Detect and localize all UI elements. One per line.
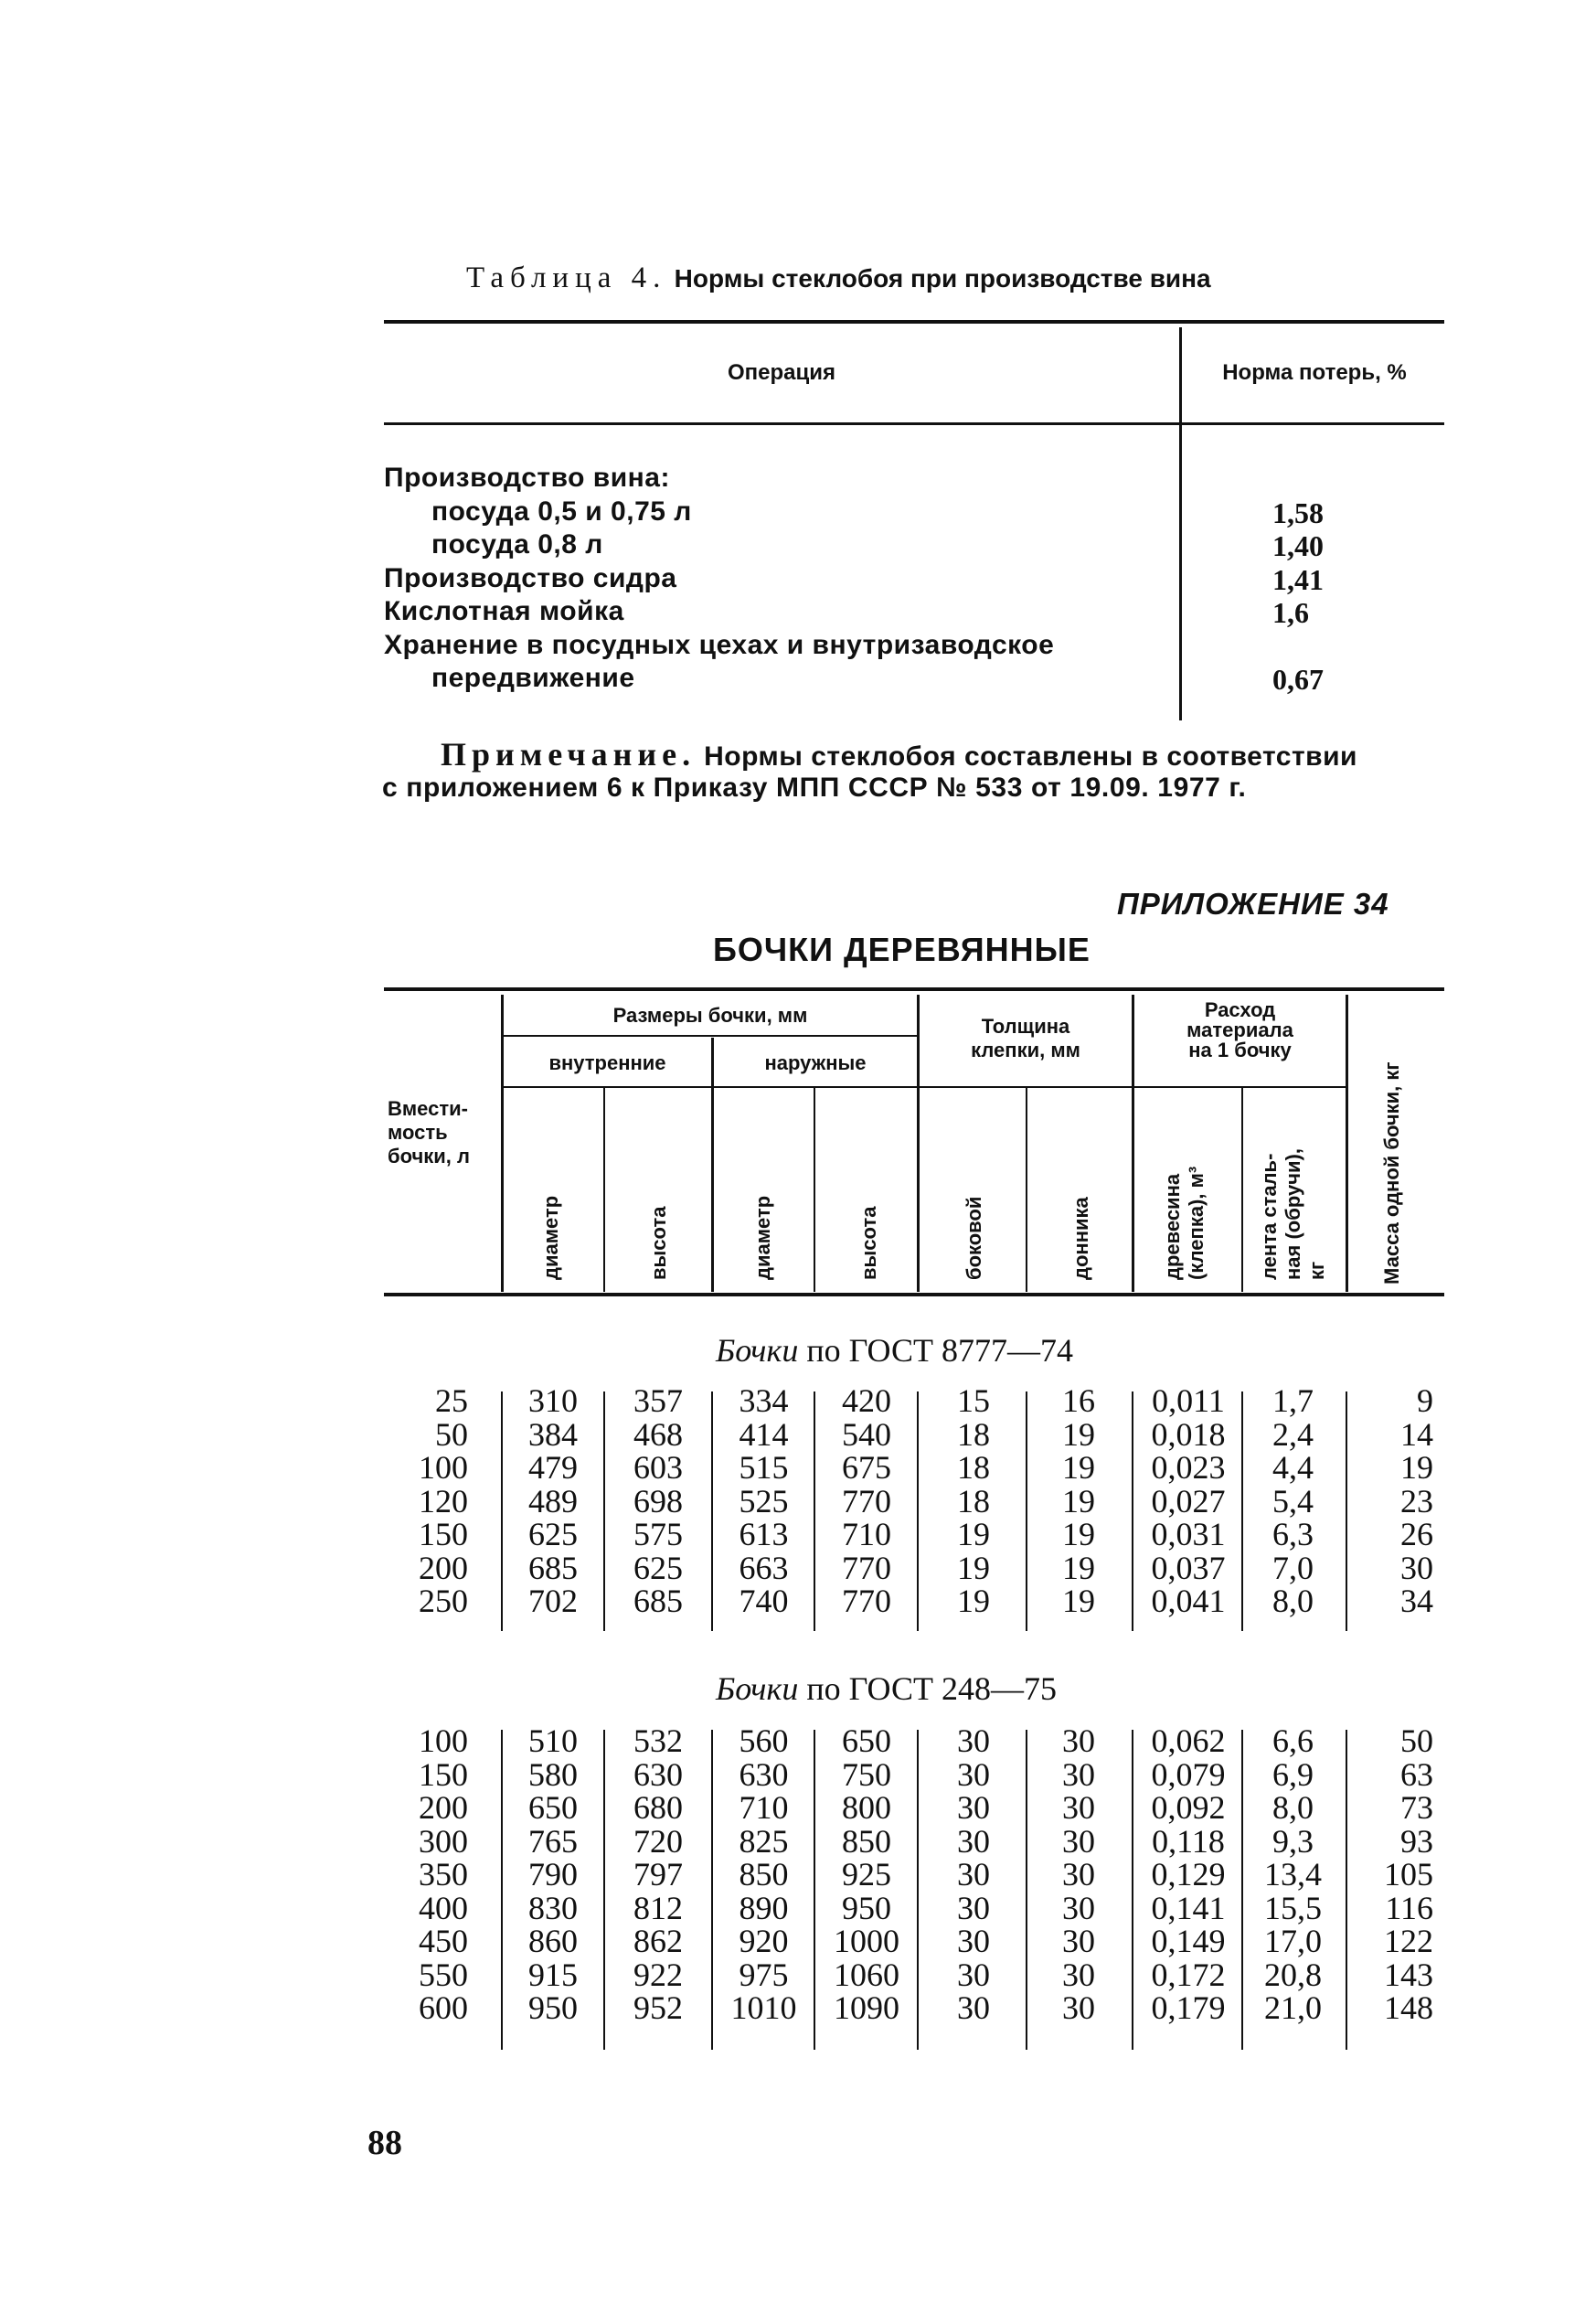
table-cell: 720 <box>633 1822 683 1860</box>
table-cell: 116 <box>1385 1889 1433 1926</box>
table-cell: 468 <box>633 1415 683 1453</box>
group2-column-steel-band <box>1245 1724 1341 2025</box>
table-cell: 862 <box>633 1923 683 1959</box>
table-cell: 0,172 <box>1151 1956 1226 1993</box>
table-cell: 400 <box>419 1889 468 1926</box>
table-cell: 143 <box>1384 1956 1433 1993</box>
table-cell: 0,141 <box>1151 1889 1226 1926</box>
table-cell: 1010 <box>730 1989 797 2026</box>
table-cell: 710 <box>739 1789 789 1826</box>
group1-column-end-stave <box>1033 1384 1124 1618</box>
table-cell: 650 <box>842 1722 891 1759</box>
table-cell: 0,027 <box>1151 1482 1226 1519</box>
table-cell: 0,118 <box>1152 1822 1225 1860</box>
table-cell: 6,3 <box>1272 1516 1314 1552</box>
table-cell: 0,079 <box>1151 1755 1226 1793</box>
table-cell: 18 <box>957 1449 990 1486</box>
table-cell: 19 <box>1062 1549 1095 1586</box>
table-cell: 922 <box>633 1956 683 1993</box>
table-cell: 0,023 <box>1151 1449 1226 1486</box>
hdr-capacity-line-3: бочки, л <box>388 1145 470 1167</box>
table-cell: 148 <box>1384 1989 1433 2026</box>
group1-column-barrel-mass <box>1353 1384 1433 1618</box>
table-cell: 685 <box>528 1549 578 1586</box>
table-cell: 698 <box>633 1482 683 1519</box>
table-cell: 603 <box>633 1449 683 1486</box>
table-cell: 525 <box>739 1482 789 1519</box>
table-cell: 30 <box>957 1889 990 1926</box>
table-cell: 770 <box>842 1549 891 1586</box>
body-column-divider <box>711 1730 713 2050</box>
table-cell: 9,3 <box>1272 1822 1314 1860</box>
hdr-vline-6 <box>1026 1088 1027 1292</box>
table4-header-norm: Норма потерь, % <box>1222 360 1407 385</box>
table-cell: 15 <box>957 1382 990 1419</box>
note-line-1 <box>441 735 1357 773</box>
table-cell: 797 <box>633 1856 683 1893</box>
body-column-divider <box>1346 1730 1347 2050</box>
table4-header-operation: Операция <box>727 360 836 385</box>
hdr-steel-line-1: лента сталь- <box>1258 1153 1281 1280</box>
table-cell: 2,4 <box>1272 1415 1314 1453</box>
table-cell: 19 <box>1400 1449 1433 1486</box>
hdr-thickness-line-1: Толщина <box>981 1015 1070 1038</box>
table4-row-operation: Хранение в посудных цехах и внутризаводское <box>384 629 1055 660</box>
hdr-vline-9 <box>1346 995 1348 1292</box>
table-cell: 15,5 <box>1264 1889 1322 1926</box>
hdr-wood-line-2: (клепка), м³ <box>1185 1166 1208 1280</box>
table4-caption-title: Нормы стеклобоя при производстве вина <box>674 264 1211 293</box>
table-cell: 680 <box>633 1789 683 1826</box>
table-cell: 1000 <box>834 1923 899 1959</box>
group1-title-italic: Бочки <box>716 1332 799 1369</box>
table-cell: 30 <box>957 1956 990 1993</box>
table-cell: 952 <box>633 1989 683 2026</box>
body-column-divider <box>603 1391 605 1631</box>
hdr-thickness-line-2: клепки, мм <box>971 1039 1080 1061</box>
hdr-mass: Масса одной бочки, кг <box>1380 1061 1403 1285</box>
table-cell: 30 <box>957 1722 990 1759</box>
table-cell: 50 <box>435 1415 468 1453</box>
table4-header-rule <box>384 422 1444 425</box>
table-cell: 30 <box>957 1789 990 1826</box>
table-cell: 675 <box>842 1449 891 1486</box>
table-cell: 30 <box>1062 1923 1095 1959</box>
table-cell: 63 <box>1400 1755 1433 1793</box>
table-cell: 7,0 <box>1272 1549 1314 1586</box>
table-cell: 13,4 <box>1264 1856 1322 1893</box>
table-cell: 0,037 <box>1151 1549 1226 1586</box>
table-cell: 812 <box>633 1889 683 1926</box>
table-cell: 0,129 <box>1151 1856 1226 1893</box>
hdr-wood-line-1: древесина <box>1161 1173 1184 1280</box>
table-cell: 613 <box>739 1516 789 1552</box>
table-cell: 479 <box>528 1449 578 1486</box>
hdr-side-stave: боковой <box>963 1196 985 1280</box>
group1-column-side-stave <box>928 1384 1019 1618</box>
group2-column-outer-diameter <box>720 1724 807 2025</box>
group2-column-wood-volume <box>1137 1724 1240 2025</box>
table-cell: 100 <box>419 1722 468 1759</box>
hdr-inner-diameter: диаметр <box>539 1195 562 1280</box>
body-column-divider <box>1241 1391 1243 1631</box>
body-column-divider <box>501 1391 503 1631</box>
table-cell: 18 <box>957 1415 990 1453</box>
table-cell: 30 <box>1062 1822 1095 1860</box>
table-cell: 663 <box>739 1549 789 1586</box>
table4-row-value: 1,41 <box>1272 562 1324 596</box>
table-cell: 93 <box>1400 1822 1433 1860</box>
table-cell: 600 <box>419 1989 468 2026</box>
group2-column-inner-height <box>612 1724 704 2025</box>
table-cell: 19 <box>957 1549 990 1586</box>
table-cell: 489 <box>528 1482 578 1519</box>
table-cell: 30 <box>1062 1889 1095 1926</box>
table4-row-operation: Производство сидра <box>384 562 677 593</box>
table-cell: 200 <box>419 1549 468 1586</box>
table-cell: 300 <box>419 1822 468 1860</box>
table-cell: 14 <box>1400 1415 1433 1453</box>
hdr-capacity-line-1: Вмести- <box>388 1097 468 1120</box>
table-cell: 19 <box>957 1516 990 1552</box>
table-cell: 0,149 <box>1151 1923 1226 1959</box>
body-column-divider <box>917 1391 919 1631</box>
group1-title-text: по ГОСТ 8777—74 <box>806 1332 1073 1369</box>
group2-column-capacity <box>388 1724 468 2025</box>
table-cell: 770 <box>842 1482 891 1519</box>
hdr-vline-3 <box>711 1038 714 1292</box>
table-cell: 30 <box>957 1755 990 1793</box>
hdr-outer: наружные <box>764 1051 867 1074</box>
hdr-material <box>1134 1000 1346 1061</box>
body-column-divider <box>501 1730 503 2050</box>
table-cell: 30 <box>957 1822 990 1860</box>
table4-row-value: 1,58 <box>1272 496 1324 529</box>
table-cell: 120 <box>419 1482 468 1519</box>
table-cell: 950 <box>842 1889 891 1926</box>
hdr-dims: Размеры бочки, мм <box>612 1004 808 1027</box>
body-column-divider <box>1346 1391 1347 1631</box>
group1-column-capacity <box>388 1384 468 1618</box>
table-cell: 100 <box>419 1449 468 1486</box>
table-cell: 26 <box>1400 1516 1433 1552</box>
note-line-2: с приложением 6 к Приказу МПП СССР № 533 от 19.09. 1977 г. <box>382 773 1247 803</box>
table-cell: 0,092 <box>1151 1789 1226 1826</box>
hdr-outer-height: высота <box>857 1206 880 1280</box>
table-cell: 30 <box>1062 1755 1095 1793</box>
table-cell: 850 <box>739 1856 789 1893</box>
table-cell: 30 <box>1062 1722 1095 1759</box>
table-cell: 310 <box>528 1382 578 1419</box>
table-cell: 30 <box>1062 1789 1095 1826</box>
table-cell: 740 <box>739 1583 789 1619</box>
group1-column-inner-height <box>612 1384 704 1618</box>
table-cell: 21,0 <box>1264 1989 1322 2026</box>
note-text-1: Нормы стеклобоя составлены в соответствии <box>704 741 1357 772</box>
table-cell: 384 <box>528 1415 578 1453</box>
table4-row-operation: передвижение <box>431 663 635 693</box>
table-cell: 915 <box>528 1956 578 1993</box>
table-cell: 20,8 <box>1264 1956 1322 1993</box>
hdr-outer-diameter: диаметр <box>751 1195 774 1280</box>
table-cell: 9 <box>1417 1382 1433 1419</box>
hdr-steel-line-2: ная (обручи), <box>1282 1148 1304 1280</box>
page-number: 88 <box>367 2124 402 2162</box>
group1-column-steel-band <box>1245 1384 1341 1618</box>
table-cell: 150 <box>419 1755 468 1793</box>
table4-row-operation: посуда 0,5 и 0,75 л <box>431 496 692 527</box>
table-cell: 1090 <box>834 1989 899 2026</box>
table-cell: 920 <box>739 1923 789 1959</box>
table-cell: 750 <box>842 1755 891 1793</box>
table4-row-operation: Производство вина: <box>384 463 670 493</box>
group1-title <box>716 1331 1073 1370</box>
note-label: Примечание. <box>441 736 697 773</box>
table-cell: 122 <box>1384 1923 1433 1959</box>
body-column-divider <box>917 1730 919 2050</box>
table-cell: 1,7 <box>1272 1382 1314 1419</box>
table-cell: 710 <box>842 1516 891 1552</box>
table4-caption <box>466 261 1211 295</box>
hdr-capacity <box>388 1097 499 1168</box>
group2-column-inner-diameter <box>512 1724 594 2025</box>
table-cell: 515 <box>739 1449 789 1486</box>
hdr-end-stave: донника <box>1069 1197 1092 1280</box>
table-cell: 580 <box>528 1755 578 1793</box>
table-cell: 73 <box>1400 1789 1433 1826</box>
group2-title <box>716 1669 1057 1708</box>
hdr-vline-1 <box>501 995 504 1292</box>
table-cell: 850 <box>842 1822 891 1860</box>
table-cell: 19 <box>1062 1583 1095 1619</box>
table-cell: 6,6 <box>1272 1722 1314 1759</box>
table-cell: 30 <box>957 1923 990 1959</box>
table-cell: 630 <box>633 1755 683 1793</box>
table-cell: 6,9 <box>1272 1755 1314 1793</box>
table-cell: 420 <box>842 1382 891 1419</box>
group1-column-outer-diameter <box>720 1384 807 1618</box>
body-column-divider <box>814 1391 815 1631</box>
table-cell: 30 <box>1062 1989 1095 2026</box>
hdr-dims-rule <box>504 1035 917 1037</box>
table-cell: 16 <box>1062 1382 1095 1419</box>
body-column-divider <box>1132 1391 1133 1631</box>
table4-row-value: 0,67 <box>1272 663 1324 696</box>
table-cell: 350 <box>419 1856 468 1893</box>
hdr-vline-4 <box>814 1088 815 1292</box>
table-cell: 510 <box>528 1722 578 1759</box>
hdr-steel <box>1258 1148 1329 1280</box>
body-column-divider <box>1026 1391 1027 1631</box>
table-cell: 825 <box>739 1822 789 1860</box>
group2-title-italic: Бочки <box>716 1670 799 1707</box>
table-cell: 630 <box>739 1755 789 1793</box>
table-cell: 800 <box>842 1789 891 1826</box>
hdr-subgroup-rule <box>504 1086 1346 1088</box>
table-cell: 30 <box>957 1856 990 1893</box>
group2-column-outer-height <box>821 1724 912 2025</box>
table-cell: 30 <box>957 1989 990 2026</box>
table4-row-operation: посуда 0,8 л <box>431 529 603 560</box>
table-cell: 0,011 <box>1152 1382 1225 1419</box>
body-column-divider <box>1026 1730 1027 2050</box>
group2-column-barrel-mass <box>1353 1724 1433 2025</box>
table-cell: 890 <box>739 1889 789 1926</box>
table-cell: 19 <box>1062 1516 1095 1552</box>
table-cell: 414 <box>739 1415 789 1453</box>
hdr-wood <box>1161 1167 1208 1280</box>
table-cell: 19 <box>1062 1415 1095 1453</box>
hdr-vline-8 <box>1241 1088 1243 1292</box>
table-cell: 0,018 <box>1151 1415 1226 1453</box>
table4-row-value: 1,40 <box>1272 529 1324 562</box>
table-cell: 950 <box>528 1989 578 2026</box>
group1-column-outer-height <box>821 1384 912 1618</box>
table-cell: 4,4 <box>1272 1449 1314 1486</box>
group1-column-wood-volume <box>1137 1384 1240 1618</box>
table4-caption-label: Таблица 4. <box>466 261 667 294</box>
table-cell: 830 <box>528 1889 578 1926</box>
table-cell: 105 <box>1384 1856 1433 1893</box>
table-cell: 685 <box>633 1583 683 1619</box>
table-cell: 8,0 <box>1272 1583 1314 1619</box>
hdr-vline-2 <box>603 1088 605 1292</box>
hdr-steel-line-3: кг <box>1305 1261 1328 1280</box>
table-cell: 19 <box>1062 1449 1095 1486</box>
hdr-capacity-line-2: мость <box>388 1121 448 1144</box>
table-cell: 19 <box>957 1583 990 1619</box>
barrels-header-rule <box>384 1293 1444 1296</box>
table-cell: 0,031 <box>1151 1516 1226 1552</box>
table-cell: 23 <box>1400 1482 1433 1519</box>
table-cell: 625 <box>633 1549 683 1586</box>
table-cell: 765 <box>528 1822 578 1860</box>
barrels-top-rule <box>384 987 1444 991</box>
group2-column-side-stave <box>928 1724 1019 2025</box>
hdr-material-line-2: материала <box>1186 1018 1293 1041</box>
table-cell: 17,0 <box>1264 1923 1322 1959</box>
table-cell: 770 <box>842 1583 891 1619</box>
table-cell: 1060 <box>834 1956 899 1993</box>
table-cell: 18 <box>957 1482 990 1519</box>
group2-column-end-stave <box>1033 1724 1124 2025</box>
table-cell: 0,062 <box>1151 1722 1226 1759</box>
table-cell: 30 <box>1400 1549 1433 1586</box>
hdr-material-line-1: Расход <box>1204 998 1276 1021</box>
table-cell: 0,179 <box>1151 1989 1226 2026</box>
body-column-divider <box>603 1730 605 2050</box>
hdr-inner: внутренние <box>548 1051 666 1074</box>
table-cell: 150 <box>419 1516 468 1552</box>
table-cell: 5,4 <box>1272 1482 1314 1519</box>
table-cell: 560 <box>739 1722 789 1759</box>
body-column-divider <box>1132 1730 1133 2050</box>
table4-row-value: 1,6 <box>1272 596 1309 629</box>
table-cell: 540 <box>842 1415 891 1453</box>
group2-title-text: по ГОСТ 248—75 <box>806 1670 1057 1707</box>
table-cell: 8,0 <box>1272 1789 1314 1826</box>
table-cell: 30 <box>1062 1956 1095 1993</box>
body-column-divider <box>1241 1730 1243 2050</box>
table-cell: 450 <box>419 1923 468 1959</box>
table4-row-operation: Кислотная мойка <box>384 596 624 626</box>
table-cell: 334 <box>739 1382 789 1419</box>
table-cell: 625 <box>528 1516 578 1552</box>
appendix-title: БОЧКИ ДЕРЕВЯННЫЕ <box>713 931 1091 968</box>
table-cell: 50 <box>1400 1722 1433 1759</box>
table-cell: 30 <box>1062 1856 1095 1893</box>
table-cell: 250 <box>419 1583 468 1619</box>
appendix-label: ПРИЛОЖЕНИЕ 34 <box>1117 887 1389 921</box>
table-cell: 575 <box>633 1516 683 1552</box>
table-cell: 975 <box>739 1956 789 1993</box>
table-cell: 34 <box>1400 1583 1433 1619</box>
hdr-inner-height: высота <box>647 1206 670 1280</box>
table-cell: 860 <box>528 1923 578 1959</box>
table-cell: 532 <box>633 1722 683 1759</box>
table-cell: 550 <box>419 1956 468 1993</box>
hdr-thickness <box>920 1015 1132 1062</box>
table-cell: 25 <box>435 1382 468 1419</box>
table-cell: 650 <box>528 1789 578 1826</box>
body-column-divider <box>711 1391 713 1631</box>
table-cell: 790 <box>528 1856 578 1893</box>
table4-top-rule <box>384 320 1444 324</box>
table-cell: 702 <box>528 1583 578 1619</box>
table-cell: 925 <box>842 1856 891 1893</box>
body-column-divider <box>814 1730 815 2050</box>
table-cell: 357 <box>633 1382 683 1419</box>
table-cell: 0,041 <box>1151 1583 1226 1619</box>
group1-column-inner-diameter <box>512 1384 594 1618</box>
table4-column-divider <box>1179 327 1182 720</box>
table-cell: 19 <box>1062 1482 1095 1519</box>
table-cell: 200 <box>419 1789 468 1826</box>
hdr-material-line-3: на 1 бочку <box>1188 1039 1292 1061</box>
